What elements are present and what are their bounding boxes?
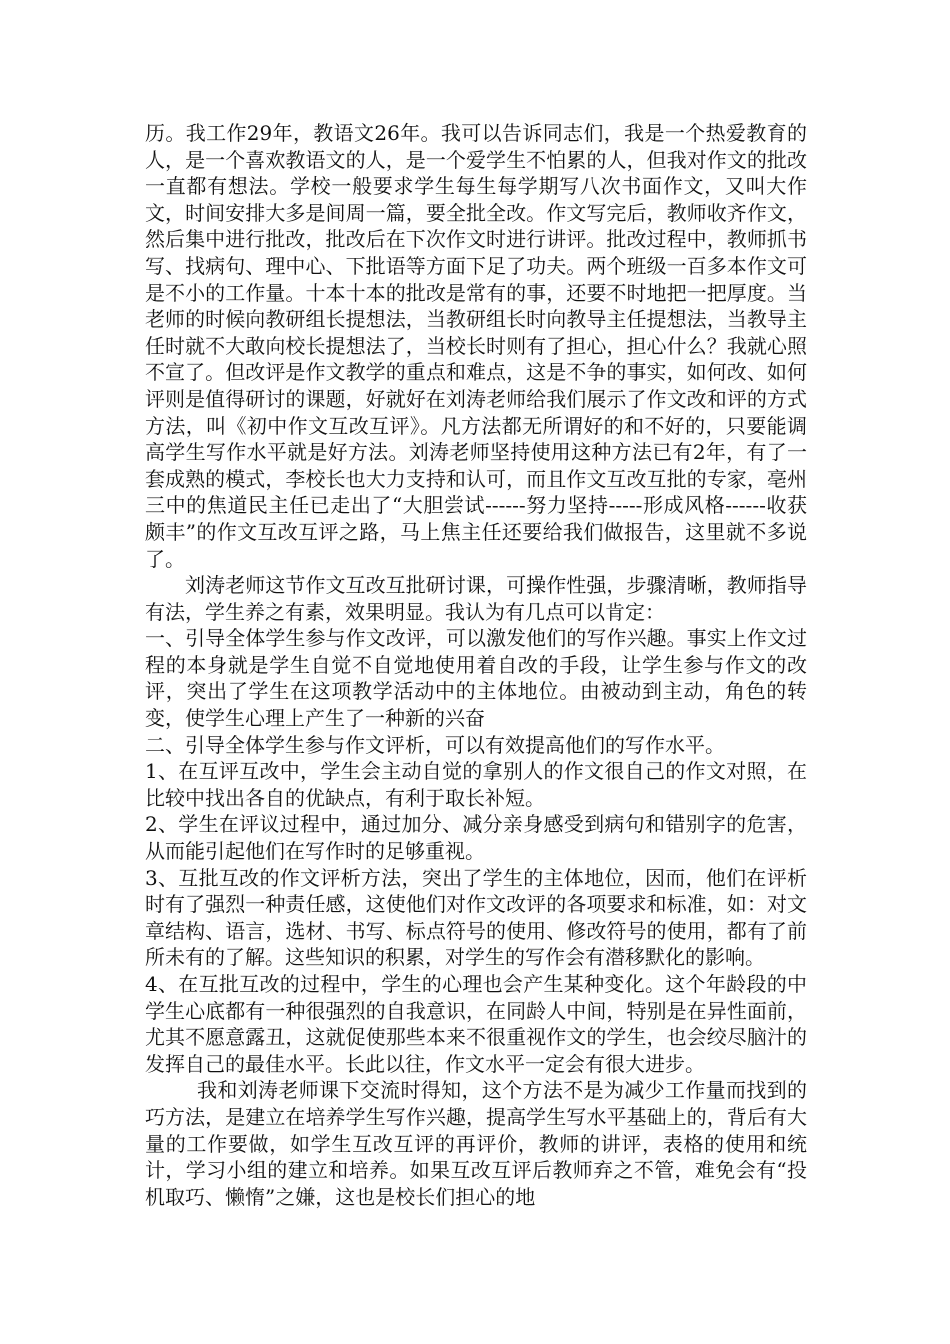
paragraph-point-one: 一、引导全体学生参与作文改评，可以激发他们的写作兴趣。事实上作文过程的本身就是学生自觉不自觉地使用着自改的手段，让学生参与作文的改评，突出了学生在这项教学活动中的主体地位。由被动到主动，角色的转变，使学生心理上产生了一种新的兴奋 xyxy=(145,626,807,731)
paragraph-lesson-review: 刘涛老师这节作文互改互批研讨课，可操作性强，步骤清晰，教师指导有法，学生养之有素，效果明显。我认为有几点可以肯定： xyxy=(145,573,807,624)
paragraph-item-4: 4、在互批互改的过程中，学生的心理也会产生某种变化。这个年龄段的中学生心底都有一种很强烈的自我意识，在同龄人中间，特别是在异性面前，尤其不愿意露丑，这就促使那些本来不很重视作文的学生，也会绞尽脑汁的发挥自己的最佳水平。长此以往，作文水平一定会有很大进步。 xyxy=(145,972,807,1076)
document-body xyxy=(145,120,807,1210)
paragraph-item-2: 2、学生在评议过程中，通过加分、减分亲身感受到病句和错别字的危害，从而能引起他们在写作时的足够重视。 xyxy=(145,812,807,864)
paragraph-intro: 历。我工作29年，教语文26年。我可以告诉同志们，我是一个热爱教育的人，是一个喜欢教语文的人，是一个爱学生不怕累的人，但我对作文的批改一直都有想法。学校一般要求学生每生每学期写八次书面作文，又叫大作文，时间安排大多是间周一篇，要全批全改。作文写完后，教师收齐作文，然后集中进行批改，批改后在下次作文时进行讲评。批改过程中，教师抓书写、找病句、理中心、下批语等方面下足了功夫。两个班级一百多本作文可是不小的工作量。十本十本的批改是常有的事，还要不时地把一把厚度。当老师的时候向教研组长提想法，当教研组长时向教导主任提想法，当教导主任时就不大敢向校长提想法了，当校长时则有了担心，担心什么？我就心照不宣了。但改评是作文教学的重点和难点，这是不争的事实，如何改、如何评则是值得研讨的课题，好就好在刘涛老师给我们展示了作文改和评的方式方法，叫《初中作文互改互评》。凡方法都无所谓好的和不好的，只要能调高学生写作水平就是好方法。刘涛老师坚持使用这种方法已有2年，有了一套成熟的模式，李校长也大力支持和认可，而且作文互改互批的专家，亳州三中的焦道民主任已走出了“大胆尝试------努力坚持-----形成风格------收获颇丰”的作文互改互评之路，马上焦主任还要给我们做报告，这里就不多说了。 xyxy=(145,121,807,571)
paragraph-closing: 我和刘涛老师课下交流时得知，这个方法不是为减少工作量而找到的巧方法，是建立在培养学生写作兴趣，提高学生写水平基础上的，背后有大量的工作要做，如学生互改互评的再评价，教师的讲评，表格的使用和统计，学习小组的建立和培养。如果互改互评后教师弃之不管，难免会有“投机取巧、懒惰”之嫌，这也是校长们担心的地 xyxy=(145,1078,807,1209)
paragraph-point-two: 二、引导全体学生参与作文评析，可以有效提高他们的写作水平。 xyxy=(145,732,725,757)
paragraph-item-1: 1、在互评互改中，学生会主动自觉的拿别人的作文很自己的作文对照，在比较中找出各自的优缺点，有利于取长补短。 xyxy=(145,759,807,810)
paragraph-item-3: 3、互批互改的作文评析方法，突出了学生的主体地位，因而，他们在评析时有了强烈一种责任感，这使他们对作文改评的各项要求和标准，如：对文章结构、语言，选材、书写、标点符号的使用、修改符号的使用，都有了前所未有的了解。这些知识的积累，对学生的写作会有潜移默化的影响。 xyxy=(145,865,807,970)
